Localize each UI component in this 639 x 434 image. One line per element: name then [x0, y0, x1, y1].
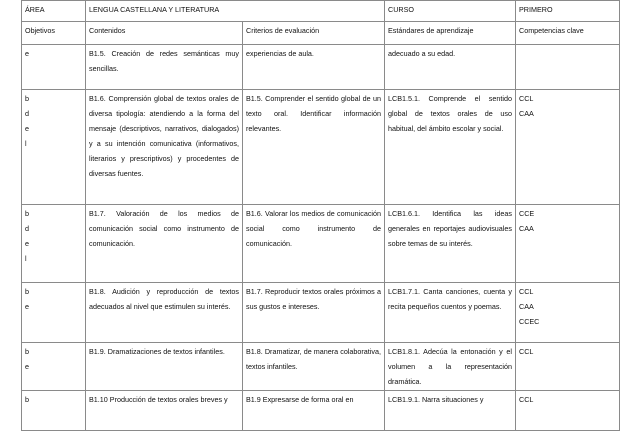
competencias-cell-item: CCL: [519, 94, 534, 103]
objetivos-cell-item: d: [25, 109, 29, 118]
contenidos-cell: B1.5. Creación de redes semánticas muy sencillas.: [86, 45, 243, 90]
contenidos-cell: B1.9. Dramatizaciones de textos infantiles.: [86, 343, 243, 391]
table-body: [22, 45, 620, 431]
contenidos-cell: B1.10 Producción de textos orales breves y: [86, 391, 243, 431]
estandares-cell: LCB1.6.1. Identifica las ideas generales en reportajes audiovisuales sobre temas de su interés.: [385, 205, 516, 283]
competencias-cell: [516, 391, 620, 431]
objetivos-cell: [22, 45, 86, 90]
col-contenidos: Contenidos: [86, 22, 243, 45]
criterios-cell: B1.8. Dramatizar, de manera colaborativa, textos infantiles.: [243, 343, 385, 391]
competencias-cell-item: CCL: [519, 287, 534, 296]
area-label: ÁREA: [22, 1, 86, 22]
objetivos-cell: [22, 283, 86, 343]
objetivos-cell: [22, 90, 86, 205]
objetivos-cell: [22, 391, 86, 431]
course-label: CURSO: [385, 1, 516, 22]
criterios-cell: B1.9 Expresarse de forma oral en: [243, 391, 385, 431]
objetivos-cell-item: e: [25, 362, 29, 371]
estandares-cell: LCB1.9.1. Narra situaciones y: [385, 391, 516, 431]
competencias-cell: [516, 45, 620, 90]
contenidos-cell: B1.8. Audición y reproducción de textos adecuados al nivel que estimulen su interés.: [86, 283, 243, 343]
competencias-cell: [516, 343, 620, 391]
objetivos-cell: [22, 343, 86, 391]
col-estandares: Estándares de aprendizaje: [385, 22, 516, 45]
objetivos-cell-item: b: [25, 287, 29, 296]
objetivos-cell: [22, 205, 86, 283]
objetivos-cell-item: l: [25, 254, 27, 263]
objetivos-cell-item: b: [25, 395, 29, 404]
objetivos-cell-item: e: [25, 239, 29, 248]
table-row: [22, 283, 620, 343]
table-row: [22, 391, 620, 431]
competencias-cell-item: CAA: [519, 109, 534, 118]
competencias-cell-item: CCL: [519, 347, 534, 356]
col-criterios: Criterios de evaluación: [243, 22, 385, 45]
subject-title: LENGUA CASTELLANA Y LITERATURA: [86, 1, 385, 22]
criterios-cell: B1.5. Comprender el sentido global de un texto oral. Identificar información relevantes.: [243, 90, 385, 205]
objetivos-cell-item: b: [25, 347, 29, 356]
criterios-cell: experiencias de aula.: [243, 45, 385, 90]
table-row: [22, 205, 620, 283]
table-row: [22, 343, 620, 391]
col-objetivos: Objetivos: [22, 22, 86, 45]
objetivos-cell-item: b: [25, 94, 29, 103]
competencias-cell-item: CCE: [519, 209, 535, 218]
estandares-cell: LCB1.5.1. Comprende el sentido global de textos orales de uso habitual, del ámbito escolar y social.: [385, 90, 516, 205]
objetivos-cell-item: b: [25, 209, 29, 218]
criterios-cell: B1.6. Valorar los medios de comunicación social como instrumento de comunicación.: [243, 205, 385, 283]
curriculum-table: [21, 0, 620, 431]
col-competencias: Competencias clave: [516, 22, 620, 45]
objetivos-cell-item: e: [25, 302, 29, 311]
objetivos-cell-item: e: [25, 49, 29, 58]
criterios-cell: B1.7. Reproducir textos orales próximos a sus gustos e intereses.: [243, 283, 385, 343]
competencias-cell-item: CCL: [519, 395, 534, 404]
contenidos-cell: B1.7. Valoración de los medios de comunicación social como instrumento de comunicación.: [86, 205, 243, 283]
estandares-cell: LCB1.7.1. Canta canciones, cuenta y recita pequeños cuentos y poemas.: [385, 283, 516, 343]
competencias-cell-item: CAA: [519, 302, 534, 311]
competencias-cell-item: CCEC: [519, 317, 540, 326]
table-row: [22, 90, 620, 205]
objetivos-cell-item: l: [25, 139, 27, 148]
table-row: [22, 45, 620, 90]
competencias-cell: [516, 205, 620, 283]
course-value: PRIMERO: [516, 1, 620, 22]
objetivos-cell-item: e: [25, 124, 29, 133]
competencias-cell: [516, 283, 620, 343]
column-header-row: [22, 22, 620, 45]
contenidos-cell: B1.6. Comprensión global de textos orales de diversa tipología: atendiendo a la forma del mensaje (descriptivos, narrativos, dialogados) y a su intención comunicativa (informativos, literarios y prescriptivos) y procedentes de diversas fuentes.: [86, 90, 243, 205]
header-row: [22, 1, 620, 22]
estandares-cell: adecuado a su edad.: [385, 45, 516, 90]
competencias-cell: [516, 90, 620, 205]
objetivos-cell-item: d: [25, 224, 29, 233]
competencias-cell-item: CAA: [519, 224, 534, 233]
estandares-cell: LCB1.8.1. Adecúa la entonación y el volumen a la representación dramática.: [385, 343, 516, 391]
